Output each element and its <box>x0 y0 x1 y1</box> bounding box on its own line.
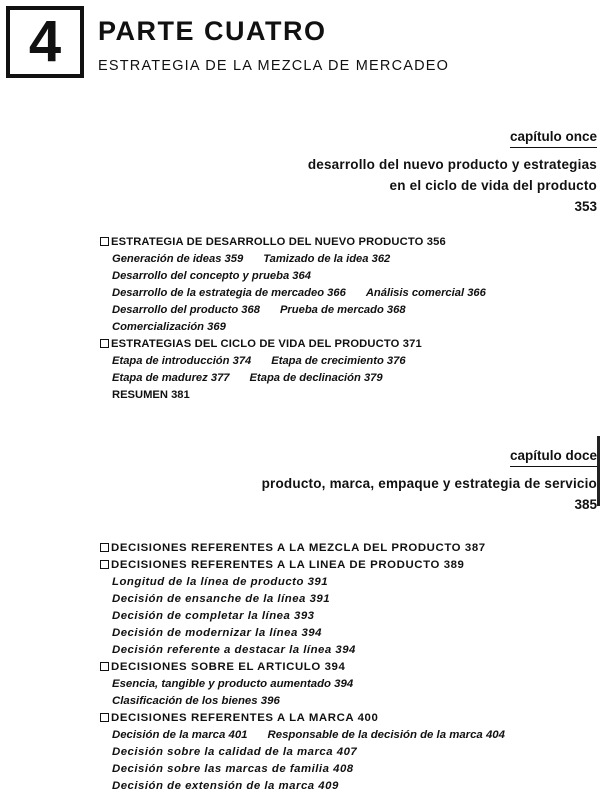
chapter-12-header <box>262 446 597 515</box>
subsection-line: Decisión de ensanche de la línea 391 <box>112 593 331 605</box>
checkbox-square-icon <box>100 237 109 246</box>
checkbox-square-icon <box>100 662 109 671</box>
subsection-line: Clasificación de los bienes 396 <box>112 695 280 707</box>
chapter-11-header <box>308 127 597 217</box>
subsection-line: Etapa de madurez 377 Etapa de declinación 379 <box>112 372 383 384</box>
subsection-line: Comercialización 369 <box>112 321 226 333</box>
checkbox-square-icon <box>100 543 109 552</box>
subsection-line: Decisión de modernizar la línea 394 <box>112 627 322 639</box>
chapter-11-contents <box>100 234 486 404</box>
chapter-11-title-line-2: en el ciclo de vida del producto <box>389 178 597 193</box>
section-heading: DECISIONES REFERENTES A LA MARCA 400 <box>100 710 505 727</box>
section-heading: DECISIONES REFERENTES A LA MEZCLA DEL PRODUCTO 387 <box>100 540 505 557</box>
subsection-line: Decisión sobre la calidad de la marca 407 <box>112 746 358 758</box>
section-heading: ESTRATEGIAS DEL CICLO DE VIDA DEL PRODUCTO 371 <box>100 336 486 353</box>
part-number-box <box>6 6 84 78</box>
subsection-line: Etapa de introducción 374 Etapa de crecimiento 376 <box>112 355 406 367</box>
chapter-12-label: capítulo doce <box>510 446 597 467</box>
checkbox-square-icon <box>100 339 109 348</box>
chapter-12-page: 385 <box>574 497 597 512</box>
subsection-line: Desarrollo del producto 368 Prueba de mercado 368 <box>112 304 406 316</box>
subsection-line: Decisión de la marca 401 Responsable de la decisión de la marca 404 <box>112 729 505 741</box>
subsection-line: Decisión de completar la línea 393 <box>112 610 315 622</box>
part-title: PARTE CUATRO <box>98 16 327 46</box>
subsection-line: Longitud de la línea de producto 391 <box>112 576 329 588</box>
chapter-11-label: capítulo once <box>510 127 597 148</box>
section-heading: DECISIONES SOBRE EL ARTICULO 394 <box>100 659 505 676</box>
chapter-11-title-line-1: desarrollo del nuevo producto y estrategias <box>307 157 597 172</box>
subsection-line: Generación de ideas 359 Tamizado de la idea 362 <box>112 253 391 265</box>
subsection-line: Desarrollo de la estrategia de mercadeo 366 Análisis comercial 366 <box>112 287 486 299</box>
chapter-11-page: 353 <box>574 199 597 214</box>
part-subtitle: ESTRATEGIA DE LA MEZCLA DE MERCADEO <box>98 58 450 74</box>
subsection-line: Decisión de extensión de la marca 409 <box>112 780 339 792</box>
part-number: 4 <box>28 9 62 74</box>
summary-line: RESUMEN 381 <box>112 389 190 401</box>
subsection-line: Decisión sobre las marcas de familia 408 <box>112 763 354 775</box>
chapter-12-title-line-1: producto, marca, empaque y estrategia de servicio <box>261 476 597 491</box>
section-heading: ESTRATEGIA DE DESARROLLO DEL NUEVO PRODUCTO 356 <box>100 234 486 251</box>
checkbox-square-icon <box>100 560 109 569</box>
section-heading: DECISIONES REFERENTES A LA LINEA DE PRODUCTO 389 <box>100 557 505 574</box>
subsection-line: Esencia, tangible y producto aumentado 394 <box>112 678 354 690</box>
checkbox-square-icon <box>100 713 109 722</box>
subsection-line: Decisión referente a destacar la línea 394 <box>112 644 356 656</box>
subsection-line: Desarrollo del concepto y prueba 364 <box>112 270 311 282</box>
chapter-12-contents <box>100 540 505 795</box>
